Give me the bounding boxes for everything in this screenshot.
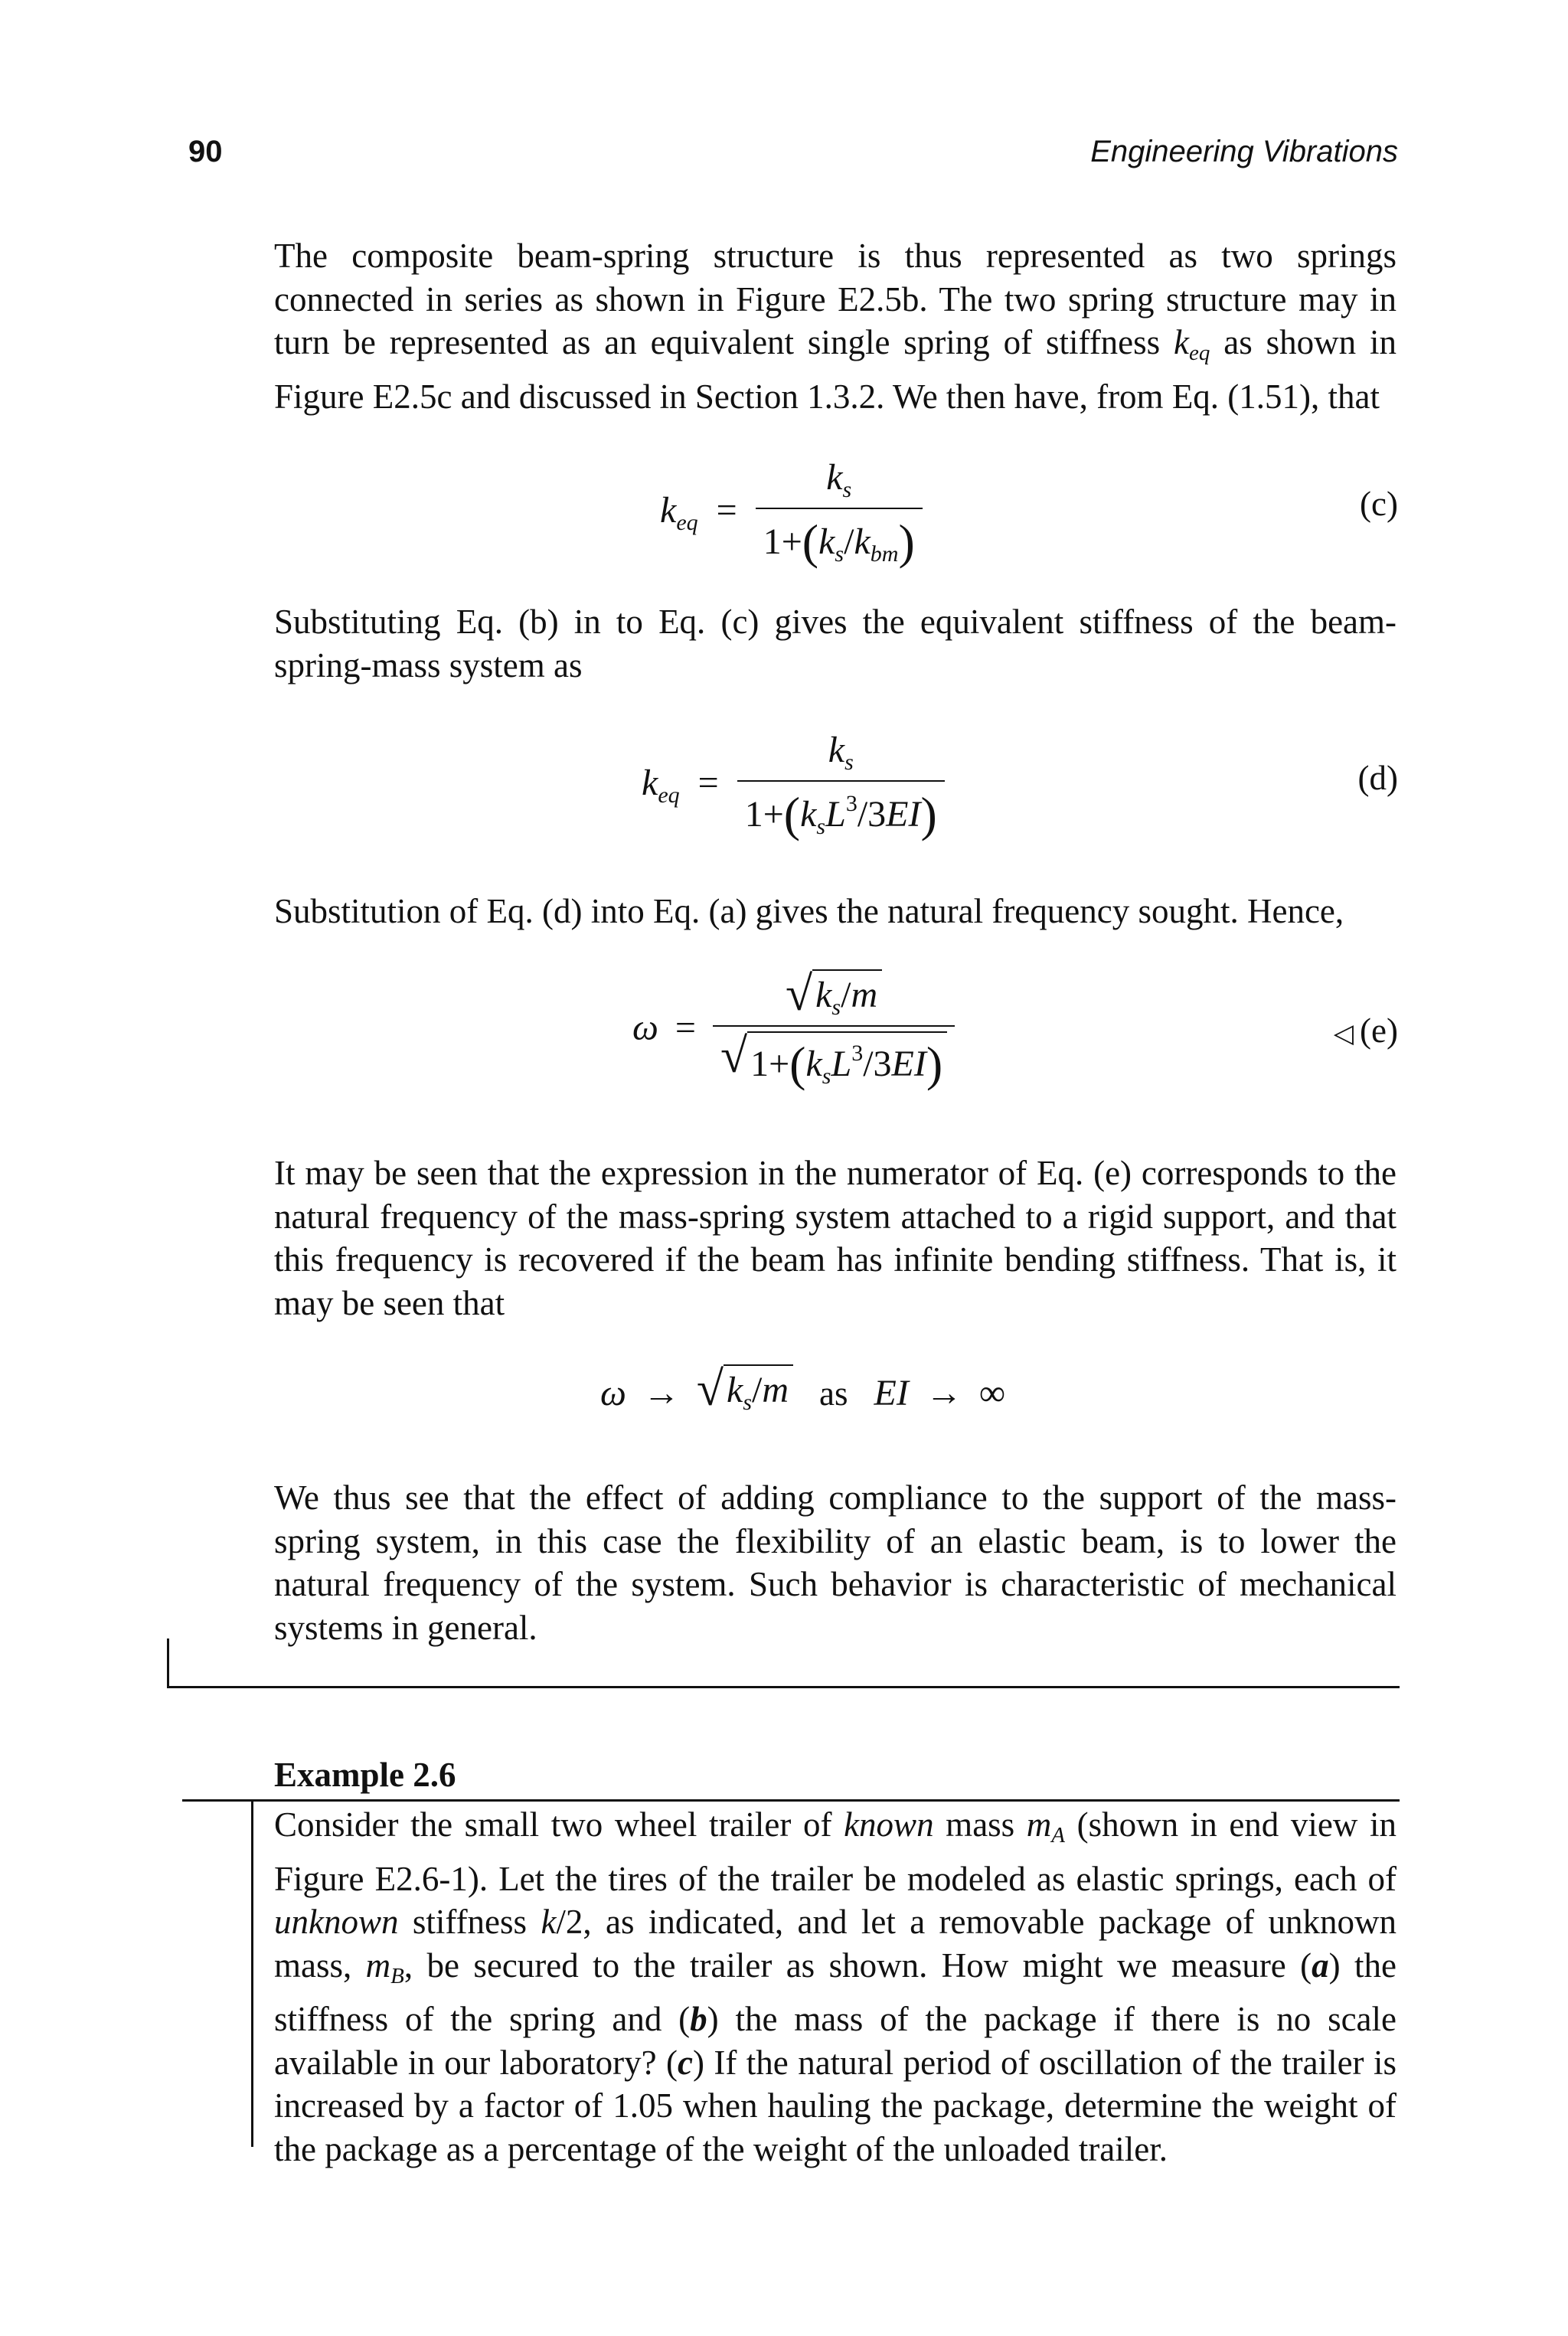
equation-limit: ω → √ $k_s/m$ as EI → ∞ xyxy=(600,1361,1006,1416)
eq-e-lhs: ω xyxy=(632,1007,658,1048)
eq-d-lhs: $k_{eq}$ xyxy=(642,762,680,808)
mass-mB: $m_B$ xyxy=(365,1946,404,1988)
eq-d-numerator: $k_s$ xyxy=(828,730,854,775)
example-left-bar xyxy=(251,1801,253,2147)
equation-d-tag: (d) xyxy=(1357,759,1398,797)
eq-c-numerator: $k_s$ xyxy=(826,457,852,502)
eq-e-equals: = xyxy=(675,1007,696,1048)
example-end-rule-horizontal xyxy=(167,1686,1400,1688)
paragraph-1-text-b: as shown in Figure E2.5c and discussed in Section 1.3.2. We then have, from Eq. (1.51), that xyxy=(274,323,1397,416)
limit-sqrt: √ $k_s/m$ xyxy=(697,1364,793,1416)
mass-mA: $m_A$ xyxy=(1026,1805,1066,1848)
page-number: 90 xyxy=(188,135,223,168)
eq-e-num-radical: √ xyxy=(785,966,813,1021)
equation-e-tag: ◁ (e) xyxy=(1333,1011,1398,1050)
eq-e-numerator: √ $k_s/m$ xyxy=(778,969,890,1025)
eq-d-fraction xyxy=(737,729,945,843)
paragraph-1-text-a: The composite beam-spring structure is thus represented as two springs connected in series as shown in Figure E2.5b. The two spring structure may in turn be represented as an equivalent single spring of stiffness xyxy=(274,237,1396,361)
eq-e-fraction xyxy=(713,966,955,1093)
equation-d xyxy=(642,729,945,843)
eq-c-denominator: $1+(k_s/k_{bm})$ xyxy=(756,508,923,570)
equation-c xyxy=(660,456,923,570)
paragraph-3: Substitution of Eq. (d) into Eq. (a) gives the natural frequency sought. Hence, xyxy=(274,892,1344,930)
paragraph-1 xyxy=(274,234,1396,418)
example-top-rule xyxy=(182,1799,1400,1802)
running-title: Engineering Vibrations xyxy=(1090,135,1398,168)
paragraph-5: We thus see that the effect of adding compliance to the support of the mass-spring system, in this case the flexibility of an elastic beam, is to lower the natural frequency of the system. Such behavior is characteristic of mechanical systems in general. xyxy=(274,1478,1396,1647)
example-title: Example 2.6 xyxy=(274,1756,456,1794)
paragraph-2: Substituting Eq. (b) in to Eq. (c) gives the equivalent stiffness of the beam-spring-mass system as xyxy=(274,603,1396,684)
equation-c-tag: (c) xyxy=(1360,485,1398,523)
equation-e xyxy=(632,966,955,1093)
keq-symbol: $k_{eq}$ xyxy=(1174,323,1210,365)
eq-c-fraction xyxy=(756,456,923,570)
eq-e-denominator: √ $1+(k_sL^3/3EI)$ xyxy=(713,1025,955,1093)
eq-c-equals: = xyxy=(716,489,737,531)
paragraph-4: It may be seen that the expression in the numerator of Eq. (e) corresponds to the natural frequency of the mass-spring system attached to a rigid support, and that this frequency is recovered if the beam has infinite bending stiffness. That is, it may be seen that xyxy=(274,1154,1396,1322)
eq-d-denominator: $1+(k_sL^3/3EI)$ xyxy=(737,780,945,843)
example-body: Consider the small two wheel trailer of known mass $m_A$ (shown in end view in Figure E2.6-1). Let the tires of the trailer be modeled as elastic springs, each of unknown stiffness k/2, as indicated, and let a removable package of unknown mass, $m_B$, be secured to the trailer as shown. How might we measure (a) the stiffness of the spring and (b) the mass of the package if there is no scale available in our laboratory? (c) If the natural period of oscillation of the trailer is increased by a factor of 1.05 when hauling the package, determine the weight of the package as a percentage of the weight of the unloaded trailer. xyxy=(274,1805,1397,2168)
result-marker-icon: ◁ xyxy=(1333,1020,1354,1048)
eq-c-lhs: $k_{eq}$ xyxy=(660,489,698,535)
eq-e-den-radical: √ xyxy=(720,1028,748,1083)
eq-d-equals: = xyxy=(697,762,719,803)
example-end-rule-vertical xyxy=(167,1638,169,1687)
